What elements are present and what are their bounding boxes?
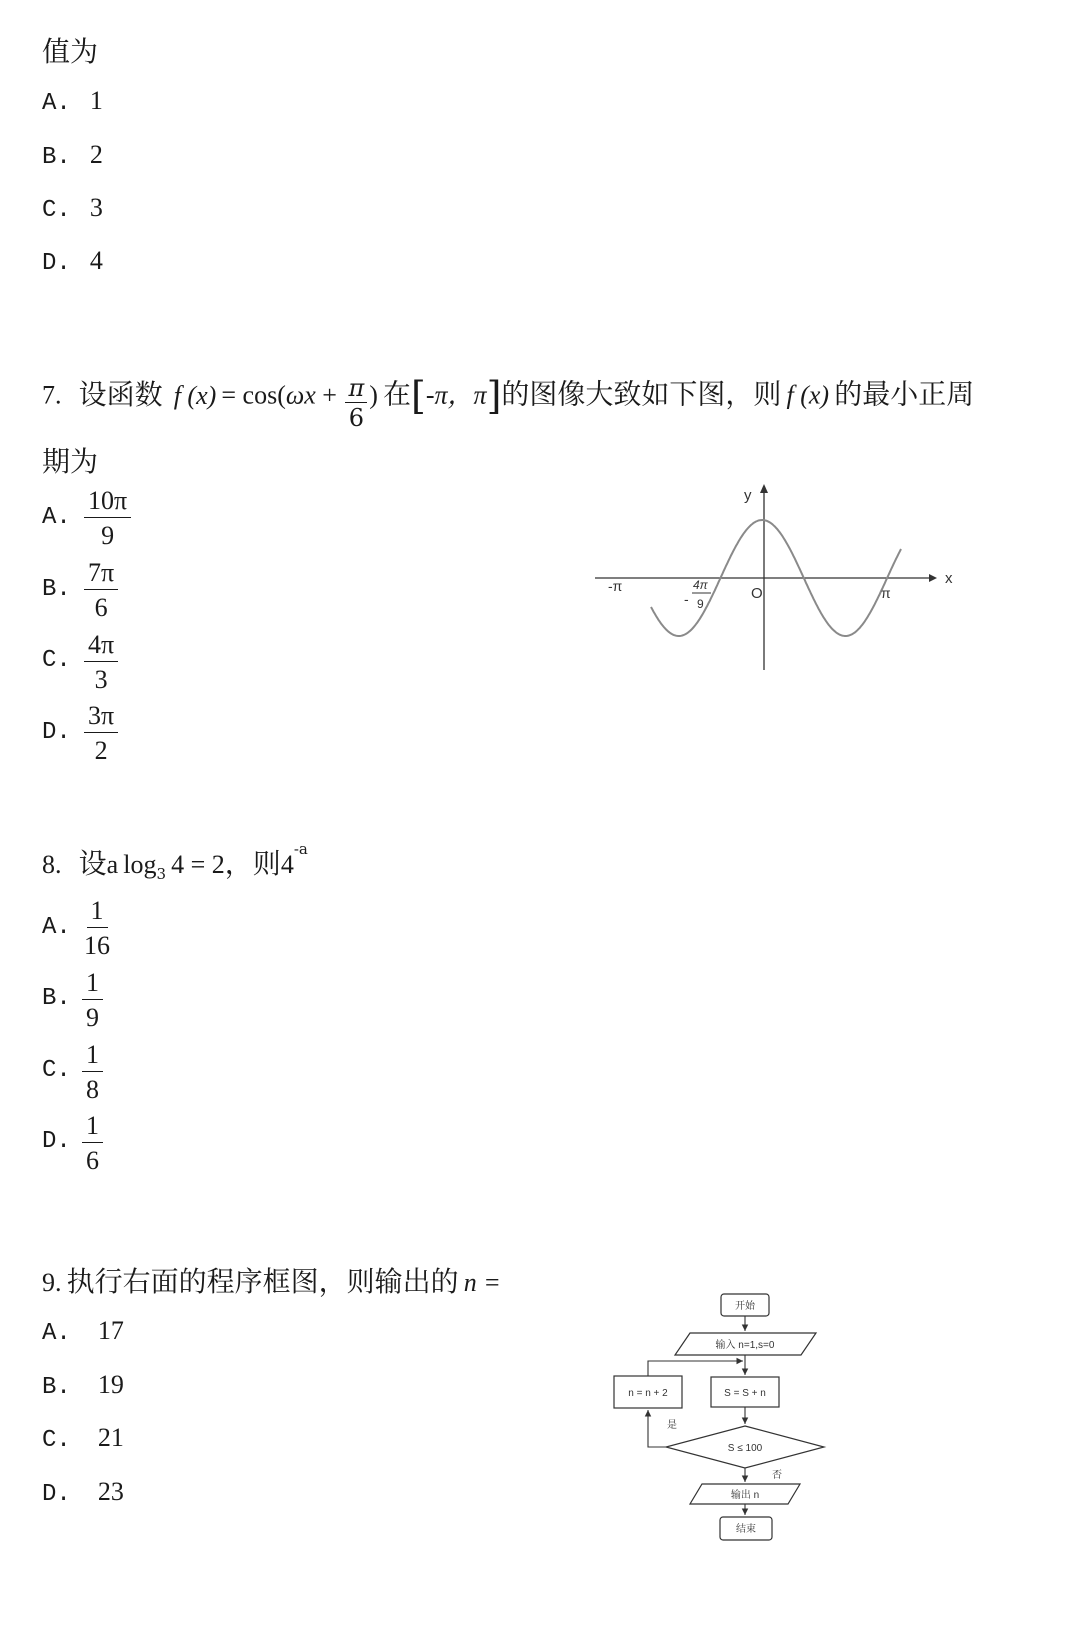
right-bracket: ] xyxy=(486,374,502,418)
update-s-text: S = S + n xyxy=(724,1388,766,1399)
q7-f-of-x: f (x) xyxy=(173,380,217,410)
question-number: 7. xyxy=(42,380,62,410)
q9-flowchart xyxy=(600,1285,840,1560)
fraction-denominator: 2 xyxy=(94,736,108,765)
question-number: 9. xyxy=(42,1268,62,1297)
q7-text-in: 在 xyxy=(383,377,412,411)
q7-option-b-label: B. xyxy=(42,576,71,603)
fraction-numerator: 1 xyxy=(82,970,103,1000)
q6-option-b xyxy=(42,140,103,171)
x-axis-label: x xyxy=(945,570,953,587)
q7-option-c-fraction xyxy=(84,632,118,693)
fraction-denominator: 8 xyxy=(86,1075,99,1104)
option-value: 2 xyxy=(89,140,103,169)
fraction-numerator: 7π xyxy=(84,560,118,590)
fraction-denominator: 6 xyxy=(86,1146,99,1175)
q8-option-d-fraction xyxy=(82,1113,103,1174)
q7-f-of-x-2: f (x) xyxy=(786,380,830,410)
fraction-denominator: 9 xyxy=(101,521,115,550)
q7-cosine-graph xyxy=(590,478,980,678)
option-label: B. xyxy=(42,1374,71,1401)
x-axis-arrow xyxy=(929,574,937,582)
q7-option-a-label: A. xyxy=(42,504,71,531)
option-label: D. xyxy=(42,250,71,277)
fraction-denominator: 16 xyxy=(84,931,110,960)
option-label: D. xyxy=(42,1481,71,1508)
fraction-denominator: 3 xyxy=(94,665,108,694)
q8-option-c-fraction xyxy=(82,1042,103,1103)
fraction-numerator: π xyxy=(345,376,367,403)
fraction-denominator: 6 xyxy=(94,593,108,622)
fraction-numerator: 1 xyxy=(87,898,108,928)
option-value: 19 xyxy=(97,1370,124,1399)
q7-option-a-fraction xyxy=(84,488,131,549)
option-value: 21 xyxy=(97,1423,124,1452)
fraction-denominator: 9 xyxy=(86,1003,99,1032)
q7-option-d-fraction xyxy=(84,703,118,764)
option-label: C. xyxy=(42,197,71,224)
q9-option-b xyxy=(42,1370,124,1401)
update-n-text: n = n + 2 xyxy=(628,1388,668,1399)
output-text: 输出 n xyxy=(730,1490,760,1501)
pi-label: π xyxy=(881,585,891,601)
option-label: B. xyxy=(42,144,71,171)
q7-line2: 期为 xyxy=(42,445,99,478)
q6-stem-end: 值为 xyxy=(42,35,99,68)
tick-denominator: 9 xyxy=(697,597,704,611)
q7-close-paren: ) xyxy=(369,380,378,410)
q6-option-a xyxy=(42,86,103,117)
q7-omega-x: ωx xyxy=(285,380,316,410)
q9-option-a xyxy=(42,1316,124,1347)
q7-option-b-fraction xyxy=(84,560,118,621)
q8-comma: ，则 xyxy=(224,847,281,880)
q7-option-d-label: D. xyxy=(42,719,71,746)
origin-label: O xyxy=(751,585,763,602)
q8-option-b-label: B. xyxy=(42,985,71,1012)
q8-rest: 4 = 2 xyxy=(171,850,225,879)
q8-a: a xyxy=(106,850,119,879)
q7-pi-over-6 xyxy=(345,376,367,430)
q9-option-d xyxy=(42,1477,124,1508)
tick-numerator: 4π xyxy=(693,578,708,592)
q8-log: log xyxy=(123,850,157,879)
q8-exponent: -a xyxy=(293,840,308,858)
no-label: 否 xyxy=(772,1470,782,1481)
question-number: 8. xyxy=(42,850,62,879)
q7-text-pre: 设函数 xyxy=(78,377,163,411)
end-text: 结束 xyxy=(736,1524,756,1535)
arrow-n-loop xyxy=(648,1361,743,1376)
q8-option-b-fraction xyxy=(82,970,103,1031)
q6-option-c xyxy=(42,193,103,224)
q7-text-post: 的图像大致如下图，则 xyxy=(501,377,782,411)
tick-minus: - xyxy=(684,591,689,607)
q6-option-d xyxy=(42,246,103,277)
fraction-numerator: 4π xyxy=(84,632,118,662)
q8-four: 4 xyxy=(280,850,294,879)
condition-text: S ≤ 100 xyxy=(727,1443,763,1454)
q8-option-c-label: C. xyxy=(42,1057,71,1084)
q8-log-base: 3 xyxy=(156,865,167,883)
start-text: 开始 xyxy=(735,1301,755,1312)
q7-eq-cos: = cos( xyxy=(221,380,286,410)
fraction-denominator: 6 xyxy=(348,404,364,432)
q7-plus: + xyxy=(315,380,344,410)
option-value: 23 xyxy=(97,1477,124,1506)
left-bracket: [ xyxy=(411,374,426,418)
y-axis-arrow xyxy=(760,484,768,493)
option-value: 4 xyxy=(89,246,103,275)
yes-label: 是 xyxy=(667,1420,677,1431)
fraction-numerator: 10π xyxy=(84,488,131,518)
q9-n-eq: n = xyxy=(463,1268,501,1297)
fraction-numerator: 1 xyxy=(82,1113,103,1143)
neg-pi-label: -π xyxy=(608,578,623,594)
option-label: A. xyxy=(42,90,71,117)
q7-stem xyxy=(42,372,975,432)
input-text: 输入 n=1,s=0 xyxy=(715,1340,775,1351)
option-value: 1 xyxy=(89,86,103,115)
q7-interval: -π，π xyxy=(425,380,487,410)
option-label: C. xyxy=(42,1427,71,1454)
q8-option-d-label: D. xyxy=(42,1128,71,1155)
q8-option-a-fraction xyxy=(84,898,110,959)
q7-text-end: 的最小正周 xyxy=(834,377,975,411)
q8-option-a-label: A. xyxy=(42,914,71,941)
fraction-numerator: 3π xyxy=(84,703,118,733)
q7-option-c-label: C. xyxy=(42,647,71,674)
option-value: 17 xyxy=(97,1316,124,1345)
q9-text: 执行右面的程序框图，则输出的 xyxy=(66,1265,459,1298)
option-value: 3 xyxy=(89,193,103,222)
q8-text-pre: 设 xyxy=(78,847,107,880)
arrow-yes-to-n xyxy=(648,1410,666,1447)
q9-stem xyxy=(42,1260,501,1300)
option-label: A. xyxy=(42,1320,71,1347)
y-axis-label: y xyxy=(744,487,752,504)
q9-option-c xyxy=(42,1423,124,1454)
fraction-numerator: 1 xyxy=(82,1042,103,1072)
q8-stem xyxy=(42,842,308,882)
